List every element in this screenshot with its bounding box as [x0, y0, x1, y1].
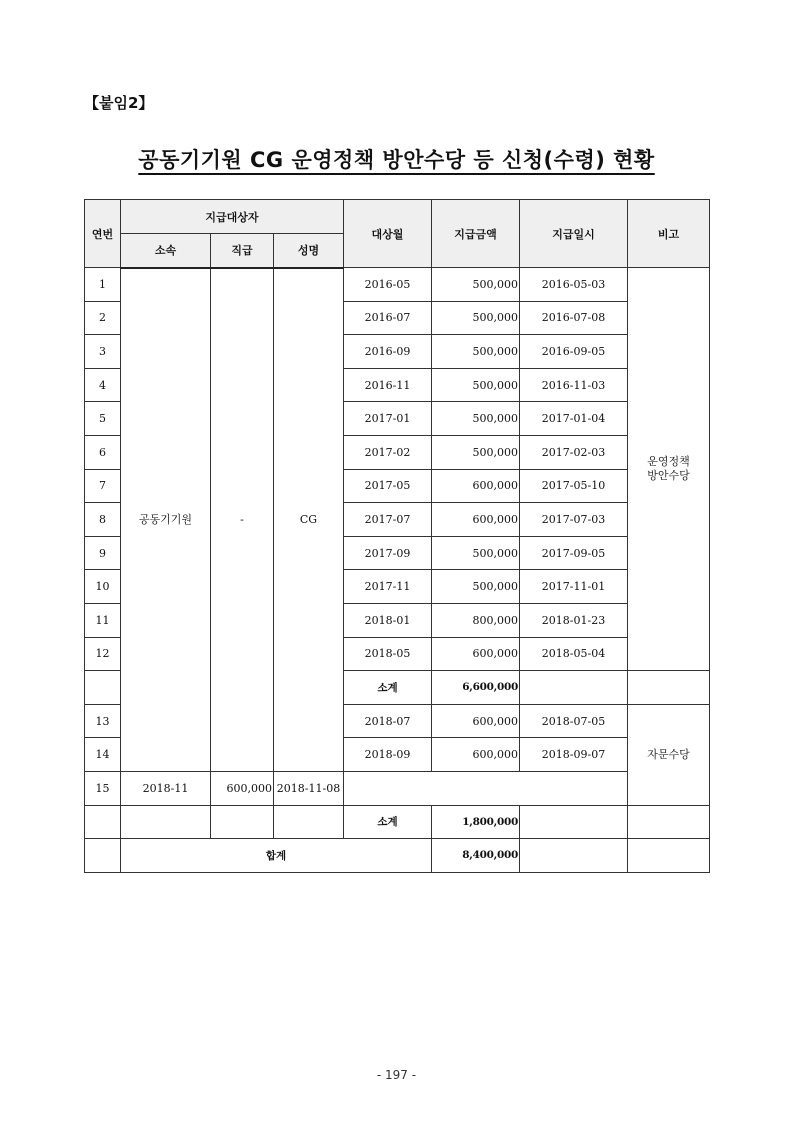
- row-amount: 500,000: [432, 402, 520, 436]
- subtotal-no-empty: [85, 671, 121, 705]
- row-amount: 500,000: [432, 368, 520, 402]
- subtotal-label: 소계: [344, 805, 432, 839]
- row-date: 2016-09-05: [520, 335, 628, 369]
- row-month: 2017-09: [344, 536, 432, 570]
- row-amount: 500,000: [432, 536, 520, 570]
- row-no: 12: [85, 637, 121, 671]
- row-month: 2017-11: [344, 570, 432, 604]
- row-month: 2016-09: [344, 335, 432, 369]
- attachment-label: 【붙임2】: [84, 94, 154, 112]
- row-amount: 600,000: [432, 637, 520, 671]
- subtotal-row: [85, 805, 710, 839]
- table-row: [85, 268, 710, 302]
- total-amount: 8,400,000: [432, 839, 520, 873]
- row-no: 7: [85, 469, 121, 503]
- header-name: 성명: [274, 234, 344, 268]
- row-no: 5: [85, 402, 121, 436]
- header-affiliation: 소속: [121, 234, 211, 268]
- row-date: 2018-07-05: [520, 704, 628, 738]
- row-no: 15: [85, 771, 121, 805]
- header-amount: 지급금액: [432, 200, 520, 268]
- total-label: 합계: [121, 839, 432, 873]
- subtotal-date-empty: [520, 671, 628, 705]
- row-month: 2017-07: [344, 503, 432, 537]
- row-no: 11: [85, 603, 121, 637]
- page-title-text: 공동기기원 CG 운영정책 방안수당 등 신청(수령) 현황: [138, 148, 655, 172]
- row-no: 2: [85, 301, 121, 335]
- row-month: 2017-02: [344, 435, 432, 469]
- row-month: 2017-05: [344, 469, 432, 503]
- note-cell-group2: 자문수당: [628, 704, 710, 805]
- subtotal-amount: 1,800,000: [432, 805, 520, 839]
- row-date: 2017-07-03: [520, 503, 628, 537]
- row-no: 1: [85, 268, 121, 302]
- row-no: 9: [85, 536, 121, 570]
- header-month: 대상월: [344, 200, 432, 268]
- row-date: 2017-05-10: [520, 469, 628, 503]
- rank-cell: -: [211, 268, 274, 772]
- row-amount: 600,000: [432, 469, 520, 503]
- row-month: 2018-01: [344, 603, 432, 637]
- row-no: 8: [85, 503, 121, 537]
- affiliation-cell: 공동기기원: [121, 268, 211, 772]
- row-amount: 500,000: [432, 435, 520, 469]
- row-month: 2016-07: [344, 301, 432, 335]
- subtotal-note-empty: [628, 805, 710, 839]
- row-month: 2016-11: [344, 368, 432, 402]
- row-month: 2017-01: [344, 402, 432, 436]
- row-no: 10: [85, 570, 121, 604]
- row-date: 2018-05-04: [520, 637, 628, 671]
- row-month: 2018-09: [344, 738, 432, 772]
- row-date: 2017-09-05: [520, 536, 628, 570]
- row-date: 2017-01-04: [520, 402, 628, 436]
- row-date: 2016-05-03: [520, 268, 628, 302]
- subtotal-affiliation-empty: [121, 805, 211, 839]
- header-date: 지급일시: [520, 200, 628, 268]
- row-date: 2018-11-08: [274, 771, 344, 805]
- row-month: 2018-11: [121, 771, 211, 805]
- total-date-empty: [520, 839, 628, 873]
- row-month: 2016-05: [344, 268, 432, 302]
- row-no: 6: [85, 435, 121, 469]
- note-line2: 방안수당: [647, 469, 690, 483]
- row-amount: 600,000: [432, 503, 520, 537]
- row-amount: 600,000: [432, 738, 520, 772]
- row-month: 2018-05: [344, 637, 432, 671]
- total-row: [85, 839, 710, 873]
- header-note: 비고: [628, 200, 710, 268]
- header-rank: 직급: [211, 234, 274, 268]
- subtotal-name-empty: [274, 805, 344, 839]
- allowance-status-table: [84, 199, 710, 873]
- row-date: 2016-11-03: [520, 368, 628, 402]
- header-row-top: [85, 200, 710, 234]
- row-date: 2017-11-01: [520, 570, 628, 604]
- row-date: 2016-07-08: [520, 301, 628, 335]
- subtotal-note-empty: [628, 671, 710, 705]
- row-amount: 600,000: [211, 771, 274, 805]
- row-amount: 500,000: [432, 268, 520, 302]
- row-amount: 500,000: [432, 301, 520, 335]
- row-no: 13: [85, 704, 121, 738]
- subtotal-amount: 6,600,000: [432, 671, 520, 705]
- page-number: - 197 -: [376, 1068, 417, 1082]
- header-target-group: 지급대상자: [121, 200, 344, 234]
- note-cell-group1: [628, 268, 710, 671]
- row-amount: 800,000: [432, 603, 520, 637]
- row-date: 2017-02-03: [520, 435, 628, 469]
- subtotal-label: 소계: [344, 671, 432, 705]
- note-line1: 운영정책: [647, 455, 690, 469]
- row-no: 3: [85, 335, 121, 369]
- row-amount: 500,000: [432, 570, 520, 604]
- page-title: [0, 144, 793, 174]
- row-date: 2018-09-07: [520, 738, 628, 772]
- row-no: 4: [85, 368, 121, 402]
- subtotal-rank-empty: [211, 805, 274, 839]
- subtotal-no-empty: [85, 805, 121, 839]
- total-no-empty: [85, 839, 121, 873]
- table-row: [85, 771, 710, 805]
- name-cell: CG: [274, 268, 344, 772]
- row-month: 2018-07: [344, 704, 432, 738]
- row-amount: 500,000: [432, 335, 520, 369]
- header-no: 연번: [85, 200, 121, 268]
- subtotal-date-empty: [520, 805, 628, 839]
- total-note-empty: [628, 839, 710, 873]
- row-date: 2018-01-23: [520, 603, 628, 637]
- row-amount: 600,000: [432, 704, 520, 738]
- row-no: 14: [85, 738, 121, 772]
